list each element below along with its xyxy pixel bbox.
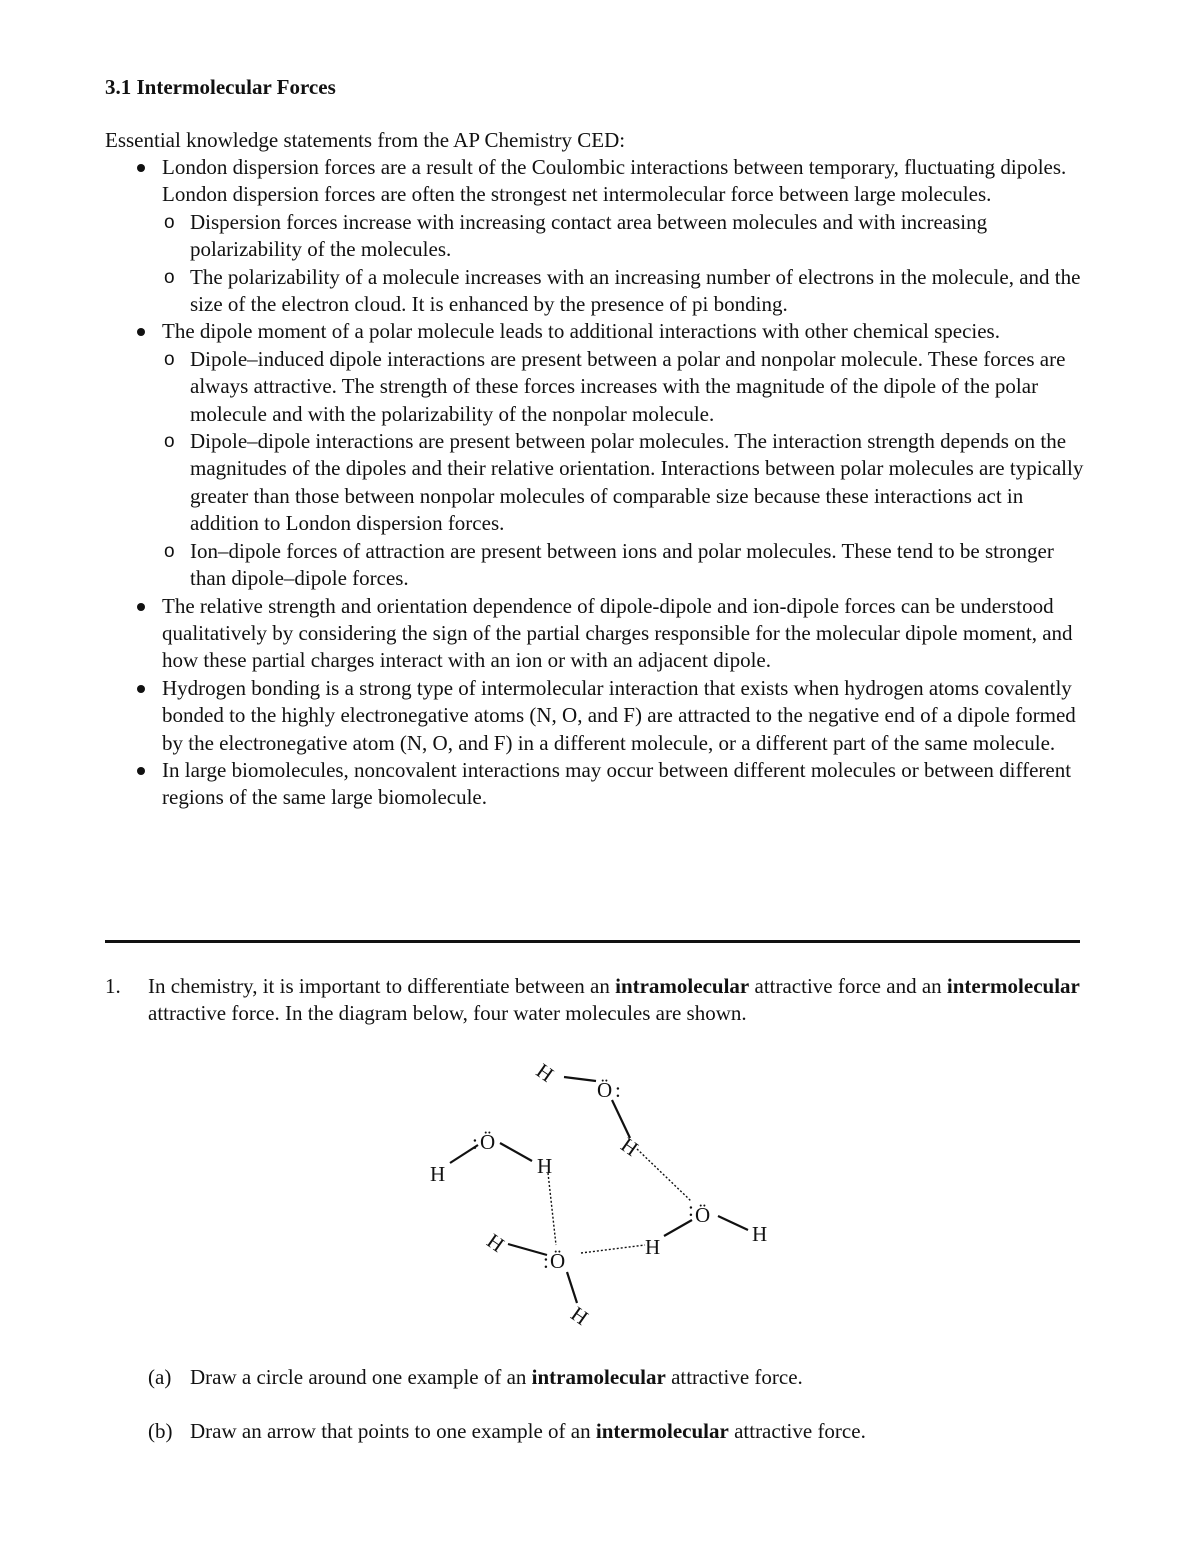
question-part-a	[148, 1364, 803, 1391]
question-text-part: In chemistry, it is important to differentiate between an	[148, 974, 616, 998]
intramolecular-term: intramolecular	[615, 974, 750, 998]
question-1	[105, 973, 1080, 1028]
part-text: attractive force.	[665, 1365, 803, 1389]
sub-list-item: o Dipole–dipole interactions are present between polar molecules. The interaction strength depends on the magnitudes of the dipoles and their relative orientation. Interactions between polar molecules are typically greater than those between nonpolar molecules of comparable size because these interactions act in addition to London dispersion forces.	[162, 428, 1090, 538]
covalent-bond	[664, 1220, 692, 1236]
part-text: Draw an arrow that points to one example of an	[190, 1419, 596, 1443]
covalent-bond	[612, 1100, 630, 1138]
sub-list-item: o Ion–dipole forces of attraction are present between ions and polar molecules. These tend to be stronger than dipole–dipole forces.	[162, 538, 1090, 593]
intermolecular-term: intermolecular	[946, 974, 1080, 998]
question-part-b	[148, 1418, 866, 1445]
covalent-bond	[718, 1216, 748, 1230]
hydrogen-atom: H	[566, 1301, 593, 1330]
sub-list	[162, 346, 1090, 593]
sub-list-item: o Dispersion forces increase with increasing contact area between molecules and with increasing polarizability of the molecules.	[162, 209, 1090, 264]
sub-list-item: o Dipole–induced dipole interactions are present between a polar and nonpolar molecule. These forces are always attractive. The strength of these forces increases with the magnitude of the dipole of the polar molecule and with the polarizability of the nonpolar molecule.	[162, 346, 1090, 428]
list-item	[105, 318, 1090, 592]
lone-pair: :	[615, 1078, 621, 1102]
statement-text: Hydrogen bonding is a strong type of intermolecular interaction that exists when hydrogen atoms covalently bonded to the highly electronegative atoms (N, O, and F) are attracted to the negative end of a dipole formed by the electronegative atom (N, O, and F) in a different molecule, or a different part of the same molecule.	[162, 675, 1076, 755]
covalent-bond	[508, 1244, 547, 1255]
part-bold-term: intramolecular	[531, 1365, 666, 1389]
list-item	[105, 593, 1090, 675]
section-divider	[105, 940, 1080, 943]
hydrogen-bond	[548, 1173, 556, 1245]
oxygen-atom: Ö	[480, 1130, 496, 1154]
lone-pair: :	[543, 1249, 549, 1273]
sub-list-item: o The polarizability of a molecule increases with an increasing number of electrons in the molecule, and the size of the electron cloud. It is enhanced by the presence of pi bonding.	[162, 264, 1090, 319]
hydrogen-atom: H	[482, 1228, 509, 1257]
part-label: (a)	[148, 1365, 172, 1389]
hydrogen-bond	[581, 1245, 645, 1253]
question-text-part: attractive force. In the diagram below, four water molecules are shown.	[148, 1001, 747, 1026]
oxygen-atom: Ö	[597, 1078, 613, 1102]
lone-pair: :	[472, 1130, 478, 1154]
water-molecules-diagram	[400, 1050, 820, 1340]
statement-text: London dispersion forces are a result of the Coulombic interactions between temporary, fluctuating dipoles. London dispersion forces are often the strongest net intermolecular force between large molecules.	[162, 155, 1067, 207]
oxygen-atom: Ö	[695, 1203, 711, 1227]
covalent-bond	[564, 1077, 596, 1081]
part-bold-term: intermolecular	[595, 1419, 729, 1443]
question-text	[148, 973, 1080, 1028]
essential-knowledge-list	[105, 154, 1090, 812]
part-text: Draw a circle around one example of an	[190, 1365, 532, 1389]
covalent-bond	[567, 1272, 577, 1303]
question-text-part: attractive force and an	[749, 974, 947, 998]
lone-pair: :	[688, 1197, 694, 1221]
covalent-bond	[500, 1143, 532, 1161]
hydrogen-atom: H	[645, 1235, 661, 1259]
part-label: (b)	[148, 1419, 173, 1443]
hydrogen-atom: H	[616, 1132, 643, 1161]
sub-list	[162, 209, 1090, 319]
oxygen-atom: Ö	[550, 1249, 566, 1273]
hydrogen-atom: H	[537, 1154, 553, 1178]
statement-text: The relative strength and orientation dependence of dipole-dipole and ion-dipole forces can be understood qualitatively by considering the sign of the partial charges responsible for the molecular dipole moment, and how these partial charges interact with an ion or with an adjacent dipole.	[162, 593, 1073, 673]
list-item	[105, 757, 1090, 812]
question-number: 1.	[105, 974, 121, 998]
hydrogen-atom: H	[752, 1222, 768, 1246]
list-item	[105, 154, 1090, 318]
part-text: attractive force.	[728, 1419, 866, 1443]
hydrogen-atom: H	[531, 1058, 559, 1087]
list-item	[105, 675, 1090, 757]
intro-text: Essential knowledge statements from the AP Chemistry CED:	[105, 128, 626, 152]
hydrogen-bond	[637, 1149, 691, 1201]
statement-text: The dipole moment of a polar molecule leads to additional interactions with other chemical species.	[162, 319, 1000, 344]
page-title: 3.1 Intermolecular Forces	[105, 75, 336, 99]
hydrogen-atom: H	[430, 1162, 446, 1186]
statement-text: In large biomolecules, noncovalent interactions may occur between different molecules or between different regions of the same large biomolecule.	[162, 757, 1072, 810]
